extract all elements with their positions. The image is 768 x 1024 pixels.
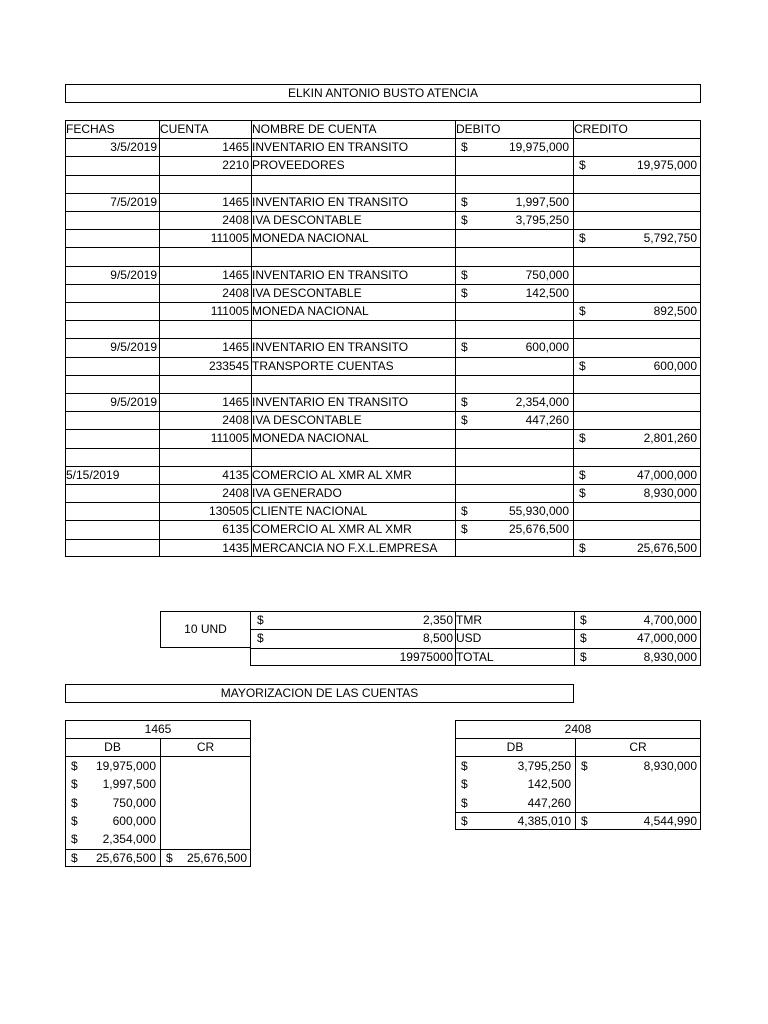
- db-header: DB: [104, 740, 121, 754]
- nombre-cell: MONEDA NACIONAL: [252, 231, 369, 245]
- account-number: 2408: [564, 722, 592, 736]
- total-debit: [65, 849, 160, 867]
- debit-amount: 750,000: [112, 796, 156, 810]
- credito-cell: [573, 539, 701, 557]
- nombre-cell: IVA GENERADO: [252, 486, 342, 500]
- fecha-cell: 7/5/2019: [110, 195, 157, 209]
- currency-symbol: $: [581, 759, 588, 773]
- fecha-cell: 9/5/2019: [110, 395, 157, 409]
- debit-entry: [65, 757, 160, 775]
- credito-amount: 25,676,500: [636, 541, 697, 555]
- currency-symbol: $: [579, 359, 586, 373]
- fecha-cell: 9/5/2019: [110, 268, 157, 282]
- debit-amount: 600,000: [112, 814, 156, 828]
- table-row: [65, 175, 701, 193]
- currency-symbol: $: [580, 613, 587, 627]
- currency-symbol: $: [461, 395, 468, 409]
- debito-amount: 600,000: [525, 340, 569, 354]
- cuenta-cell: 1465: [222, 268, 249, 282]
- table-row: [65, 211, 701, 229]
- cuenta-cell: 1465: [222, 395, 249, 409]
- credit-entry: [575, 757, 701, 775]
- credito-cell: [573, 429, 701, 447]
- nombre-cell: IVA DESCONTABLE: [252, 213, 362, 227]
- calc-amount: 8,930,000: [643, 650, 697, 664]
- table-row: [65, 357, 701, 375]
- currency-symbol: $: [579, 304, 586, 318]
- debit-entry: [65, 812, 160, 830]
- cuenta-cell: 111005: [210, 304, 249, 318]
- currency-symbol: $: [579, 486, 586, 500]
- cuenta-cell: 4135: [222, 468, 249, 482]
- total-credit-amount: 4,544,990: [643, 814, 697, 828]
- currency-symbol: $: [579, 541, 586, 555]
- table-row: [65, 338, 701, 356]
- journal-table: [65, 120, 701, 557]
- total-credit: [575, 812, 701, 830]
- cr-header: CR: [196, 740, 215, 754]
- debit-entry: [455, 775, 575, 793]
- debito-cell: [455, 520, 573, 538]
- credito-cell: [573, 357, 701, 375]
- table-row: [65, 539, 701, 557]
- debit-amount: 2,354,000: [102, 832, 156, 846]
- cuenta-cell: 2408: [222, 286, 249, 300]
- currency-symbol: $: [581, 814, 588, 828]
- debito-amount: 142,500: [525, 286, 569, 300]
- table-row: [65, 156, 701, 174]
- currency-symbol: $: [71, 796, 78, 810]
- table-row: [65, 448, 701, 466]
- currency-symbol: $: [71, 777, 78, 791]
- cuenta-cell: 1465: [222, 195, 249, 209]
- nombre-cell: INVENTARIO EN TRANSITO: [252, 395, 409, 409]
- total-credit-amount: 25,676,500: [186, 851, 247, 865]
- debit-entry: [455, 757, 575, 775]
- table-row: [65, 229, 701, 247]
- header-debito: DEBITO: [456, 122, 501, 136]
- debito-amount: 25,676,500: [508, 522, 569, 536]
- debito-cell: [455, 211, 573, 229]
- header-credito: CREDITO: [574, 122, 628, 136]
- currency-symbol: $: [461, 814, 468, 828]
- debito-cell: [455, 393, 573, 411]
- nombre-cell: COMERCIO AL XMR AL XMR: [252, 522, 412, 536]
- debito-cell: [455, 338, 573, 356]
- db-header: DB: [506, 740, 524, 754]
- account-number: 1465: [144, 722, 172, 736]
- calc-value-cell: [251, 648, 455, 666]
- debito-amount: 55,930,000: [508, 504, 569, 518]
- credito-cell: [573, 156, 701, 174]
- fecha-cell: 3/5/2019: [110, 140, 157, 154]
- table-row: [65, 193, 701, 211]
- cuenta-cell: 2408: [222, 413, 249, 427]
- units-label: 10 UND: [184, 622, 227, 636]
- currency-symbol: $: [71, 814, 78, 828]
- table-row: [65, 466, 701, 484]
- cuenta-cell: 130505: [208, 504, 249, 518]
- calc-amount-cell: [574, 648, 701, 666]
- cuenta-cell: 1435: [222, 541, 249, 555]
- total-credit: [160, 849, 251, 867]
- calc-value: 19975000: [399, 650, 453, 664]
- t-account-2408: [455, 720, 701, 832]
- credito-amount: 19,975,000: [636, 158, 697, 172]
- debito-amount: 19,975,000: [508, 140, 569, 154]
- table-row: [65, 284, 701, 302]
- debito-amount: 750,000: [525, 268, 569, 282]
- cuenta-cell: 2408: [222, 486, 249, 500]
- table-row: [65, 411, 701, 429]
- currency-symbol: $: [579, 431, 586, 445]
- credito-cell: [573, 484, 701, 502]
- nombre-cell: MONEDA NACIONAL: [252, 304, 369, 318]
- debit-entry: [65, 830, 160, 848]
- credito-amount: 5,792,750: [643, 231, 697, 245]
- table-row: [65, 502, 701, 520]
- table-row: [65, 520, 701, 538]
- debito-cell: [455, 193, 573, 211]
- currency-symbol: $: [461, 413, 468, 427]
- nombre-cell: MERCANCIA NO F.X.L.EMPRESA: [252, 541, 438, 555]
- calc-amount: 47,000,000: [636, 631, 697, 645]
- cuenta-cell: 2210: [222, 158, 249, 172]
- currency-symbol: $: [71, 759, 78, 773]
- nombre-cell: INVENTARIO EN TRANSITO: [252, 195, 409, 209]
- currency-symbol: $: [461, 195, 468, 209]
- credit-amount: 8,930,000: [643, 759, 697, 773]
- debito-cell: [455, 266, 573, 284]
- table-row: [65, 247, 701, 265]
- calc-value-cell: [251, 629, 455, 647]
- currency-symbol: $: [71, 851, 78, 865]
- currency-symbol: $: [461, 213, 468, 227]
- cuenta-cell: 2408: [222, 213, 249, 227]
- debito-cell: [455, 138, 573, 156]
- calc-value: 2,350: [422, 613, 453, 627]
- debito-cell: [455, 502, 573, 520]
- cuenta-cell: 111005: [210, 431, 249, 445]
- fecha-cell: 9/5/2019: [110, 340, 157, 354]
- currency-symbol: $: [461, 268, 468, 282]
- currency-symbol: $: [461, 340, 468, 354]
- currency-symbol: $: [461, 759, 468, 773]
- debit-amount: 19,975,000: [95, 759, 156, 773]
- cuenta-cell: 1465: [222, 140, 249, 154]
- table-row: [65, 393, 701, 411]
- debito-cell: [455, 411, 573, 429]
- currency-symbol: $: [580, 650, 587, 664]
- debit-amount: 142,500: [527, 777, 571, 791]
- debit-amount: 1,997,500: [102, 777, 156, 791]
- debito-amount: 1,997,500: [515, 195, 569, 209]
- debit-entry: [65, 775, 160, 793]
- calc-amount-cell: [574, 629, 701, 647]
- debit-amount: 447,260: [527, 796, 571, 810]
- currency-symbol: $: [579, 468, 586, 482]
- credito-amount: 2,801,260: [643, 431, 697, 445]
- total-debit: [455, 812, 575, 830]
- currency-symbol: $: [257, 631, 264, 645]
- header-fechas: FECHAS: [66, 122, 115, 136]
- currency-symbol: $: [579, 231, 586, 245]
- debit-entry: [455, 794, 575, 812]
- table-row: [65, 429, 701, 447]
- cuenta-cell: 233545: [208, 359, 249, 373]
- nombre-cell: IVA DESCONTABLE: [252, 286, 362, 300]
- table-row: [65, 375, 701, 393]
- cuenta-cell: 111005: [210, 231, 249, 245]
- nombre-cell: CLIENTE NACIONAL: [252, 504, 368, 518]
- currency-symbol: $: [461, 522, 468, 536]
- credito-cell: [573, 229, 701, 247]
- currency-symbol: $: [461, 140, 468, 154]
- cuenta-cell: 1465: [222, 340, 249, 354]
- currency-symbol: $: [461, 286, 468, 300]
- credito-amount: 600,000: [653, 359, 697, 373]
- cr-header: CR: [629, 740, 647, 754]
- document-title: ELKIN ANTONIO BUSTO ATENCIA: [287, 86, 479, 100]
- table-row: [65, 302, 701, 320]
- nombre-cell: INVENTARIO EN TRANSITO: [252, 268, 409, 282]
- currency-symbol: $: [461, 777, 468, 791]
- nombre-cell: PROVEEDORES: [252, 158, 345, 172]
- currency-symbol: $: [257, 613, 264, 627]
- currency-symbol: $: [166, 851, 173, 865]
- calc-value-cell: [251, 611, 455, 629]
- header-nombre: NOMBRE DE CUENTA: [252, 122, 377, 136]
- calc-label: TMR: [456, 613, 482, 627]
- fecha-cell: 5/15/2019: [66, 468, 120, 482]
- mayorizacion-title: MAYORIZACION DE LAS CUENTAS: [220, 686, 419, 700]
- nombre-cell: INVENTARIO EN TRANSITO: [252, 140, 409, 154]
- debito-amount: 2,354,000: [515, 395, 569, 409]
- debito-amount: 447,260: [525, 413, 569, 427]
- document-title-box: [65, 84, 701, 103]
- nombre-cell: TRANSPORTE CUENTAS: [252, 359, 394, 373]
- table-row: [65, 266, 701, 284]
- calc-label: USD: [456, 631, 482, 645]
- t-account-1465: [65, 720, 251, 868]
- debito-cell: [455, 284, 573, 302]
- header-cuenta: CUENTA: [160, 122, 209, 136]
- debito-amount: 3,795,250: [515, 213, 569, 227]
- currency-symbol: $: [71, 832, 78, 846]
- credito-cell: [573, 302, 701, 320]
- calculation-table: [160, 611, 701, 667]
- nombre-cell: INVENTARIO EN TRANSITO: [252, 340, 409, 354]
- currency-symbol: $: [580, 631, 587, 645]
- total-debit-amount: 4,385,010: [517, 814, 571, 828]
- currency-symbol: $: [579, 158, 586, 172]
- calc-label: TOTAL: [456, 650, 494, 664]
- credito-amount: 892,500: [653, 304, 697, 318]
- calc-amount-cell: [574, 611, 701, 629]
- mayorizacion-title-box: [65, 684, 574, 703]
- debit-entry: [65, 794, 160, 812]
- credito-amount: 47,000,000: [636, 468, 697, 482]
- cuenta-cell: 6135: [222, 522, 249, 536]
- calc-value: 8,500: [422, 631, 453, 645]
- nombre-cell: MONEDA NACIONAL: [252, 431, 369, 445]
- nombre-cell: COMERCIO AL XMR AL XMR: [252, 468, 412, 482]
- credito-amount: 8,930,000: [643, 486, 697, 500]
- currency-symbol: $: [461, 796, 468, 810]
- currency-symbol: $: [461, 504, 468, 518]
- total-debit-amount: 25,676,500: [95, 851, 156, 865]
- debit-amount: 3,795,250: [517, 759, 571, 773]
- table-row: [65, 484, 701, 502]
- calc-amount: 4,700,000: [643, 613, 697, 627]
- table-row: [65, 138, 701, 156]
- nombre-cell: IVA DESCONTABLE: [252, 413, 362, 427]
- table-row: [65, 320, 701, 338]
- credito-cell: [573, 466, 701, 484]
